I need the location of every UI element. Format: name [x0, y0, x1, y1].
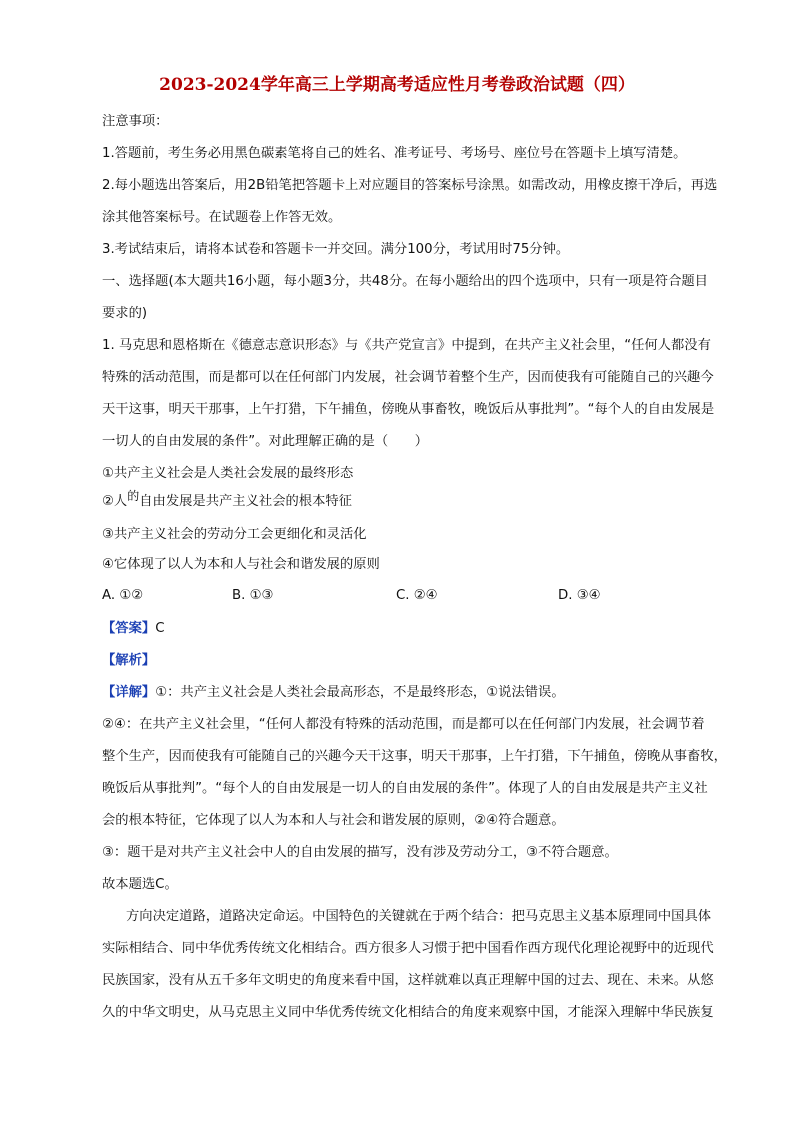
- section-heading-line-1: 一、选择题(本大题共16小题，每小题3分，共48分。在每小题给出的四个选项中，只有一项是符合题目: [102, 274, 708, 289]
- detail-label: 【详解】: [102, 685, 156, 700]
- notice-heading: 注意事项：: [102, 114, 169, 129]
- notice-line-3: 涂其他答案标号。在试题卷上作答无效。: [102, 210, 342, 225]
- statement-2-prefix: ②人: [102, 494, 128, 509]
- question-line-3: 天干这事，明天干那事，上午打猎，下午捕鱼，傍晚从事畜牧，晚饭后从事批判”。“每个人的自由发展是: [102, 402, 715, 417]
- statement-2: [102, 489, 702, 511]
- statement-3: ③共产主义社会的劳动分工会更细化和灵活化: [102, 527, 367, 542]
- answer-label: 【答案】: [102, 621, 156, 636]
- question-line-2: 特殊的活动范围，而是都可以在任何部门内发展，社会调节着整个生产，因而使我有可能随自己的兴趣今: [102, 370, 714, 385]
- statement-4: ④它体现了以人为本和人与社会和谐发展的原则: [102, 557, 380, 572]
- detail-line-7: 故本题选C。: [102, 877, 178, 892]
- notice-line-4: 3.考试结束后，请将本试卷和答题卡一并交回。满分100分，考试用时75分钟。: [102, 242, 570, 257]
- detail-line-5: 会的根本特征，它体现了以人为本和人与社会和谐发展的原则，②④符合题意。: [102, 813, 565, 828]
- question-line-4: 一切人的自由发展的条件”。对此理解正确的是（ ）: [102, 434, 429, 449]
- detail-line-4: 晚饭后从事批判”。“每个人的自由发展是一切人的自由发展的条件”。体现了人的自由发展是共产主义社: [102, 781, 708, 796]
- notice-line-1: 1.答题前，考生务必用黑色碳素笔将自己的姓名、准考证号、考场号、座位号在答题卡上填写清楚。: [102, 146, 687, 161]
- answer-options: [102, 588, 702, 606]
- statement-2-rest: 自由发展是共产主义社会的根本特征: [139, 494, 352, 509]
- answer-value: C: [155, 621, 165, 636]
- option-a: A. ①②: [102, 588, 144, 603]
- passage-line-4: 久的中华文明史，从马克思主义同中华优秀传统文化相结合的角度来观察中国，才能深入理解中华民族复: [102, 1005, 714, 1020]
- detail-line-2: ②④：在共产主义社会里，“任何人都没有特殊的活动范围，而是都可以在任何部门内发展，社会调节着: [102, 717, 705, 732]
- answer-row: [102, 620, 702, 638]
- question-line-1: 1. 马克思和恩格斯在《德意志意识形态》与《共产党宣言》中提到，在共产主义社会里，“任何人都没有: [102, 338, 711, 353]
- statement-1: ①共产主义社会是人类社会发展的最终形态: [102, 466, 354, 481]
- statement-2-sup: 的: [127, 489, 140, 503]
- detail-text-1: ①：共产主义社会是人类社会最高形态，不是最终形态，①说法错误。: [155, 685, 565, 700]
- notice-line-2: 2.每小题选出答案后，用2B铅笔把答题卡上对应题目的答案标号涂黑。如需改动，用橡皮擦干净后，再选: [102, 178, 718, 193]
- detail-line-3: 整个生产，因而使我有可能随自己的兴趣今天干这事，明天干那事，上午打猎，下午捕鱼，傍晚从事畜牧，: [102, 749, 727, 764]
- section-heading-line-2: 要求的): [102, 306, 148, 321]
- passage-line-1: 方向决定道路，道路决定命运。中国特色的关键就在于两个结合：把马克思主义基本原理同中国具体: [126, 909, 712, 924]
- detail-line-1: [102, 684, 702, 702]
- detail-line-6: ③：题干是对共产主义社会中人的自由发展的描写，没有涉及劳动分工，③不符合题意。: [102, 845, 618, 860]
- option-c: C. ②④: [396, 588, 438, 603]
- option-b: B. ①③: [232, 588, 274, 603]
- analysis-label: 【解析】: [102, 653, 156, 668]
- option-d: D. ③④: [558, 588, 601, 603]
- page-title: 2023-2024学年高三上学期高考适应性月考卷政治试题（四）: [159, 75, 635, 95]
- passage-line-3: 民族国家，没有从五千多年文明史的角度来看中国，这样就难以真正理解中国的过去、现在、未来。从悠: [102, 973, 714, 988]
- passage-line-2: 实际相结合、同中华优秀传统文化相结合。西方很多人习惯于把中国看作西方现代化理论视野中的近现代: [102, 941, 714, 956]
- analysis-row: [102, 652, 702, 670]
